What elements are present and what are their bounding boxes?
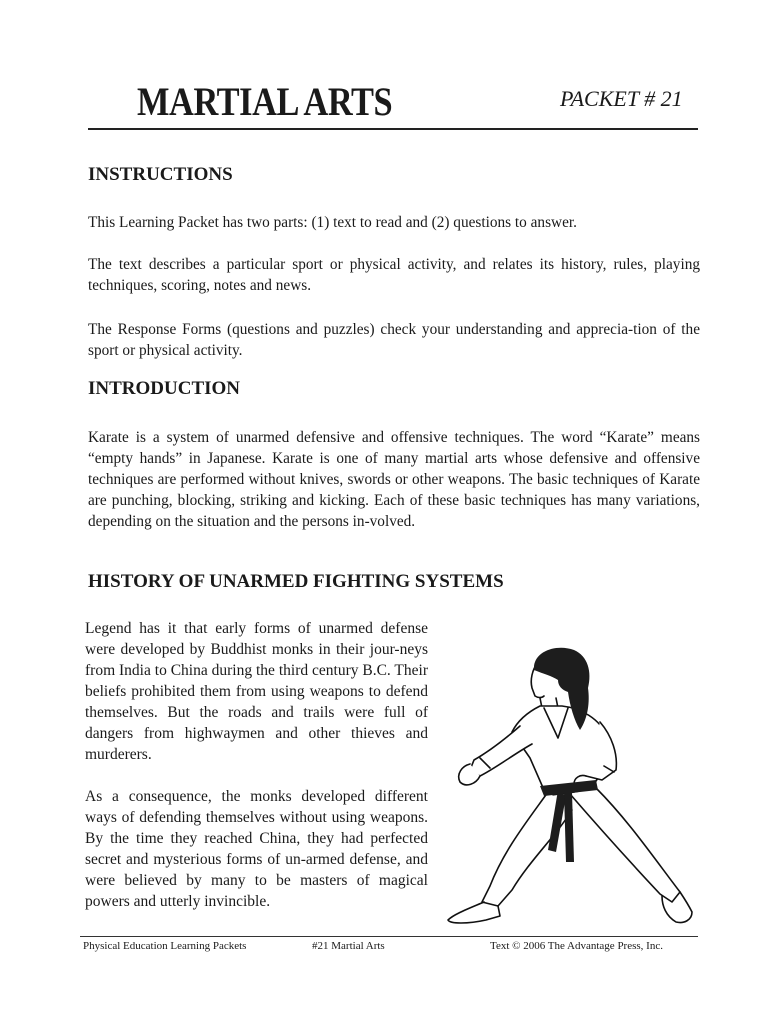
- introduction-paragraph: Karate is a system of unarmed defensive and offensive techniques. The word “Karate” means “empty hands” in Japanese. Karate is one of many martial arts whose defensive and offensive techniques are performed without knives, swords or other weapons. The basic techniques of Karate are punching, blocking, striking and kicking. Each of these basic techniques has many variations, depending on the situation and the persons in-volved.: [88, 429, 700, 530]
- instructions-paragraph-1: This Learning Packet has two parts: (1) text to read and (2) questions to answer.: [88, 214, 577, 231]
- instructions-heading: INSTRUCTIONS: [88, 164, 233, 185]
- footer-divider: [80, 936, 698, 937]
- page-title: MARTIAL ARTS: [137, 79, 393, 124]
- introduction-heading: INTRODUCTION: [88, 378, 241, 399]
- header-divider: [88, 128, 698, 130]
- history-heading: HISTORY OF UNARMED FIGHTING SYSTEMS: [88, 571, 504, 592]
- history-paragraph-2: As a consequence, the monks developed different ways of defending themselves without using weapons. By the time they reached China, they had perfected secret and mysterious forms of un-armed defense, and were believed by many to be masters of magical powers and utterly invincible.: [85, 788, 428, 910]
- karate-figure-illustration: [440, 640, 700, 935]
- footer-series: Physical Education Learning Packets: [83, 940, 247, 952]
- footer-copyright: Text © 2006 The Advantage Press, Inc.: [490, 940, 663, 952]
- footer-packet: #21 Martial Arts: [312, 940, 385, 952]
- packet-number: PACKET # 21: [560, 86, 683, 111]
- instructions-paragraph-2: The text describes a particular sport or physical activity, and relates its history, rules, playing techniques, scoring, notes and news.: [88, 256, 700, 294]
- instructions-paragraph-3: The Response Forms (questions and puzzles) check your understanding and apprecia-tion of the sport or physical activity.: [88, 321, 700, 359]
- history-paragraph-1: Legend has it that early forms of unarmed defense were developed by Buddhist monks in their jour-neys from India to China during the third century B.C. Their beliefs prohibited them from using weapons to defend themselves. But the roads and trails were full of dangers from highwaymen and other thieves and murderers.: [85, 620, 428, 763]
